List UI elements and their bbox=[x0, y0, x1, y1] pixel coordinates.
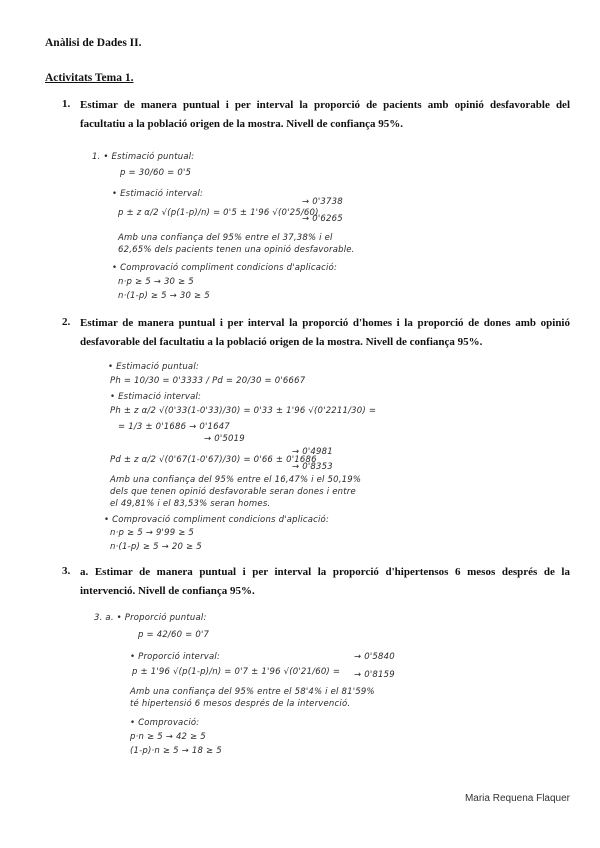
handwriting-line: Ph = 10/30 = 0'3333 / Pd = 20/30 = 0'6667 bbox=[110, 376, 306, 386]
handwriting-line: p = 30/60 = 0'5 bbox=[120, 168, 192, 178]
handwriting-line: n·p ≥ 5 → 9'99 ≥ 5 bbox=[110, 528, 195, 538]
handwriting-line: → 0'4981 bbox=[292, 447, 333, 457]
question-number: 1. bbox=[62, 98, 71, 110]
footer-author: Maria Requena Flaquer bbox=[464, 793, 570, 804]
question-number: 3. bbox=[62, 565, 71, 577]
handwriting-line: • Comprovació: bbox=[130, 718, 200, 728]
question-number: 2. bbox=[62, 316, 71, 328]
handwriting-line: el 49,81% i el 83,53% seran homes. bbox=[110, 499, 271, 509]
handwriting-line: Ph ± z α/2 √(0'33(1-0'33)/30) = 0'33 ± 1'96 √(0'2211/30) = bbox=[110, 406, 377, 416]
handwriting-line: Pd ± z α/2 √(0'67(1-0'67)/30) = 0'66 ± 0'1686 bbox=[110, 455, 317, 465]
question-text: Estimar de manera puntual i per interval la proporció de pacients amb opinió desfavorable del facultatiu a la població origen de la mostra. Nivell de confiança 95%. bbox=[80, 99, 570, 130]
handwriting-line: = 1/3 ± 0'1686 → 0'1647 bbox=[118, 422, 230, 432]
document-subtitle: Activitats Tema 1. bbox=[45, 72, 134, 84]
handwriting-line: → 0'8353 bbox=[292, 462, 333, 472]
handwriting-line: • Estimació interval: bbox=[110, 392, 202, 402]
handwriting-line: → 0'5019 bbox=[204, 434, 245, 444]
handwriting-line: n·p ≥ 5 → 30 ≥ 5 bbox=[118, 277, 194, 287]
handwriting-line: (1-p)·n ≥ 5 → 18 ≥ 5 bbox=[130, 746, 222, 756]
handwriting-line: • Comprovació compliment condicions d'aplicació: bbox=[112, 263, 338, 273]
handwriting-line: 3. a. • Proporció puntual: bbox=[94, 613, 207, 623]
handwriting-line: • Estimació interval: bbox=[112, 189, 204, 199]
handwriting-line: dels que tenen opinió desfavorable seran dones i entre bbox=[110, 487, 356, 497]
handwriting-line: n·(1-p) ≥ 5 → 30 ≥ 5 bbox=[118, 291, 210, 301]
handwriting-line: 1. • Estimació puntual: bbox=[92, 152, 195, 162]
document-title: Anàlisi de Dades II. bbox=[45, 37, 142, 49]
handwriting-line: p·n ≥ 5 → 42 ≥ 5 bbox=[130, 732, 206, 742]
handwriting-line: p ± z α/2 √(p(1-p)/n) = 0'5 ± 1'96 √(0'25/60) bbox=[118, 208, 319, 218]
handwriting-line: n·(1-p) ≥ 5 → 20 ≥ 5 bbox=[110, 542, 202, 552]
handwriting-line: té hipertensió 6 mesos després de la intervenció. bbox=[130, 699, 351, 709]
handwriting-line: • Estimació puntual: bbox=[108, 362, 199, 372]
handwriting-line: → 0'5840 bbox=[354, 652, 395, 662]
handwriting-line: → 0'6265 bbox=[302, 214, 343, 224]
handwriting-line: • Comprovació compliment condicions d'aplicació: bbox=[104, 515, 330, 525]
handwriting-line: Amb una confiança del 95% entre el 58'4% i el 81'59% bbox=[130, 687, 375, 697]
handwriting-line: Amb una confiança del 95% entre el 37,38% i el bbox=[118, 233, 333, 243]
question-text: a. Estimar de manera puntual i per interval la proporció d'hipertensos 6 mesos després de la intervenció. Nivell de confiança 95%. bbox=[80, 566, 570, 597]
handwriting-line: → 0'3738 bbox=[302, 197, 343, 207]
handwriting-line: Amb una confiança del 95% entre el 16,47% i el 50,19% bbox=[110, 475, 362, 485]
handwriting-line: • Proporció interval: bbox=[130, 652, 221, 662]
handwriting-line: → 0'8159 bbox=[354, 670, 395, 680]
handwriting-line: p = 42/60 = 0'7 bbox=[138, 630, 210, 640]
handwriting-line: 62,65% dels pacients tenen una opinió desfavorable. bbox=[118, 245, 355, 255]
handwriting-line: p ± 1'96 √(p(1-p)/n) = 0'7 ± 1'96 √(0'21/60) = bbox=[132, 667, 341, 677]
question-text: Estimar de manera puntual i per interval la proporció d'homes i la proporció de dones amb opinió desfavorable del facultatiu a la població origen de la mostra. Nivell de confiança 95%. bbox=[80, 317, 570, 348]
